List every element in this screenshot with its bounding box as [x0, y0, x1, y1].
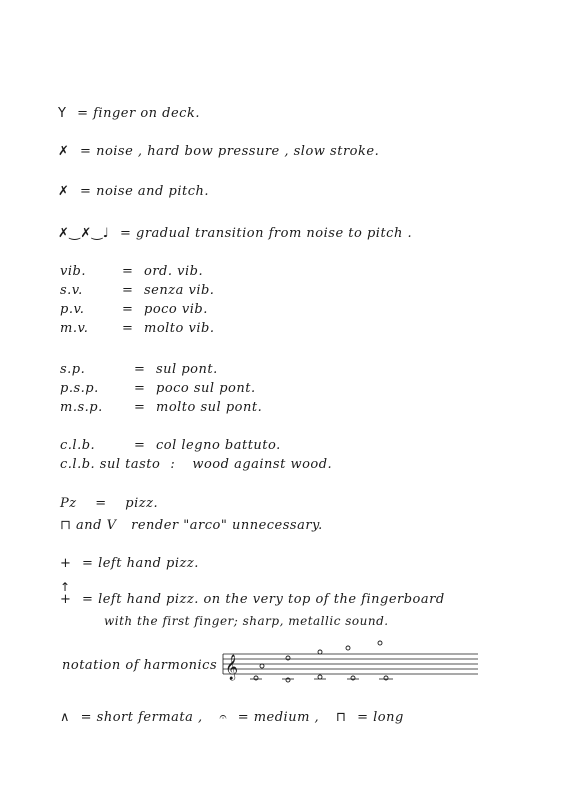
col-legno-row: [60, 438, 332, 457]
col-legno-table: [60, 438, 332, 476]
ponticello-eq: =: [134, 362, 146, 377]
noise-symbol: ✗: [58, 144, 70, 159]
left-pizz-symbol: +: [60, 556, 72, 571]
ponticello-abbr: m.s.p.: [60, 400, 103, 415]
legend-fermata: [60, 710, 404, 725]
long-fermata-icon: ⊓: [335, 710, 347, 725]
col-legno-meaning: col legno battuto.: [156, 438, 281, 453]
left-pizz-top-symbol: +: [60, 592, 72, 607]
pizz-meaning: pizz.: [125, 496, 159, 511]
harmonic-note-icon: [286, 678, 290, 682]
harmonic-note-icon: [318, 650, 322, 654]
harmonic-note-icon: [286, 656, 290, 660]
ponticello-row: [60, 362, 262, 381]
medium-fermata-text: = medium ,: [237, 710, 320, 725]
legend-pizz: [60, 496, 158, 511]
harmonic-note-icon: [346, 646, 350, 650]
short-fermata-icon: ∧: [60, 710, 71, 725]
harmonic-note-icon: [351, 676, 355, 680]
vibrato-row: [60, 321, 214, 340]
finger-on-deck-symbol: Y: [58, 106, 67, 121]
pizz-abbr: Pz: [60, 496, 77, 511]
legend-noise-pitch: [58, 184, 209, 199]
ponticello-meaning: poco sul pont.: [156, 381, 256, 396]
harmonic-note-icon: [384, 676, 388, 680]
finger-on-deck-text: = finger on deck.: [77, 106, 200, 121]
legend-left-pizz-top-cont: [104, 614, 389, 628]
medium-fermata-icon: 𝄐: [219, 710, 228, 725]
col-legno-abbr: c.l.b. sul tasto: [60, 457, 161, 472]
short-fermata-text: = short fermata ,: [80, 710, 203, 725]
harmonic-note-icon: [318, 675, 322, 679]
vibrato-row: [60, 283, 214, 302]
legend-left-pizz-top: [60, 580, 445, 607]
harmonic-note-icon: [260, 664, 264, 668]
harmonic-note-icon: [378, 641, 382, 645]
legend-left-pizz: [60, 556, 199, 571]
arco-text: render "arco" unnecessary.: [131, 518, 323, 533]
ponticello-abbr: p.s.p.: [60, 381, 99, 396]
vibrato-abbr: s.v.: [60, 283, 83, 298]
vibrato-abbr: p.v.: [60, 302, 85, 317]
vibrato-table: [60, 264, 214, 340]
left-pizz-top-text2: with the first finger; sharp, metallic sound.: [104, 614, 389, 628]
ponticello-meaning: sul pont.: [156, 362, 218, 377]
vibrato-eq: =: [122, 321, 134, 336]
vibrato-eq: =: [122, 264, 134, 279]
treble-clef-icon: 𝄞: [225, 655, 239, 680]
long-fermata-text: = long: [357, 710, 404, 725]
left-pizz-top-text1: = left hand pizz. on the very top of the fingerboard: [82, 592, 445, 607]
ponticello-eq: =: [134, 400, 146, 415]
col-legno-meaning: wood against wood.: [192, 457, 333, 472]
ponticello-row: [60, 400, 262, 419]
col-legno-eq: =: [134, 438, 146, 453]
vibrato-eq: =: [122, 283, 134, 298]
ponticello-meaning: molto sul pont.: [156, 400, 263, 415]
vibrato-meaning: senza vib.: [144, 283, 215, 298]
harmonics-staff: [218, 636, 518, 686]
left-pizz-text: = left hand pizz.: [82, 556, 199, 571]
harmonic-note-icon: [254, 676, 258, 680]
ponticello-table: [60, 362, 262, 419]
legend-finger-on-deck: [58, 106, 200, 121]
legend-arco: [60, 518, 323, 533]
noise-text: = noise , hard bow pressure , slow stroke.: [80, 144, 380, 159]
vibrato-row: [60, 264, 214, 283]
vibrato-abbr: m.v.: [60, 321, 89, 336]
vibrato-meaning: ord. vib.: [144, 264, 204, 279]
legend-noise: [58, 144, 379, 159]
vibrato-meaning: molto vib.: [144, 321, 215, 336]
vibrato-abbr: vib.: [60, 264, 86, 279]
vibrato-eq: =: [122, 302, 134, 317]
noise-pitch-symbol: ✗: [58, 184, 70, 199]
col-legno-abbr: c.l.b.: [60, 438, 96, 453]
arco-symbols: ⊓ and V: [60, 518, 117, 533]
ponticello-abbr: s.p.: [60, 362, 86, 377]
harmonics-label: notation of harmonics: [62, 658, 218, 673]
col-legno-eq: :: [170, 457, 176, 472]
ponticello-eq: =: [134, 381, 146, 396]
pizz-eq: =: [95, 496, 107, 511]
col-legno-row: [60, 457, 332, 476]
legend-transition: [58, 226, 412, 241]
arrow-up-icon: ↑: [60, 580, 71, 594]
transition-text: = gradual transition from noise to pitch .: [119, 226, 413, 241]
vibrato-row: [60, 302, 214, 321]
noise-pitch-text: = noise and pitch.: [80, 184, 209, 199]
transition-symbol: ✗‿✗‿♩: [58, 226, 110, 241]
vibrato-meaning: poco vib.: [144, 302, 208, 317]
ponticello-row: [60, 381, 262, 400]
